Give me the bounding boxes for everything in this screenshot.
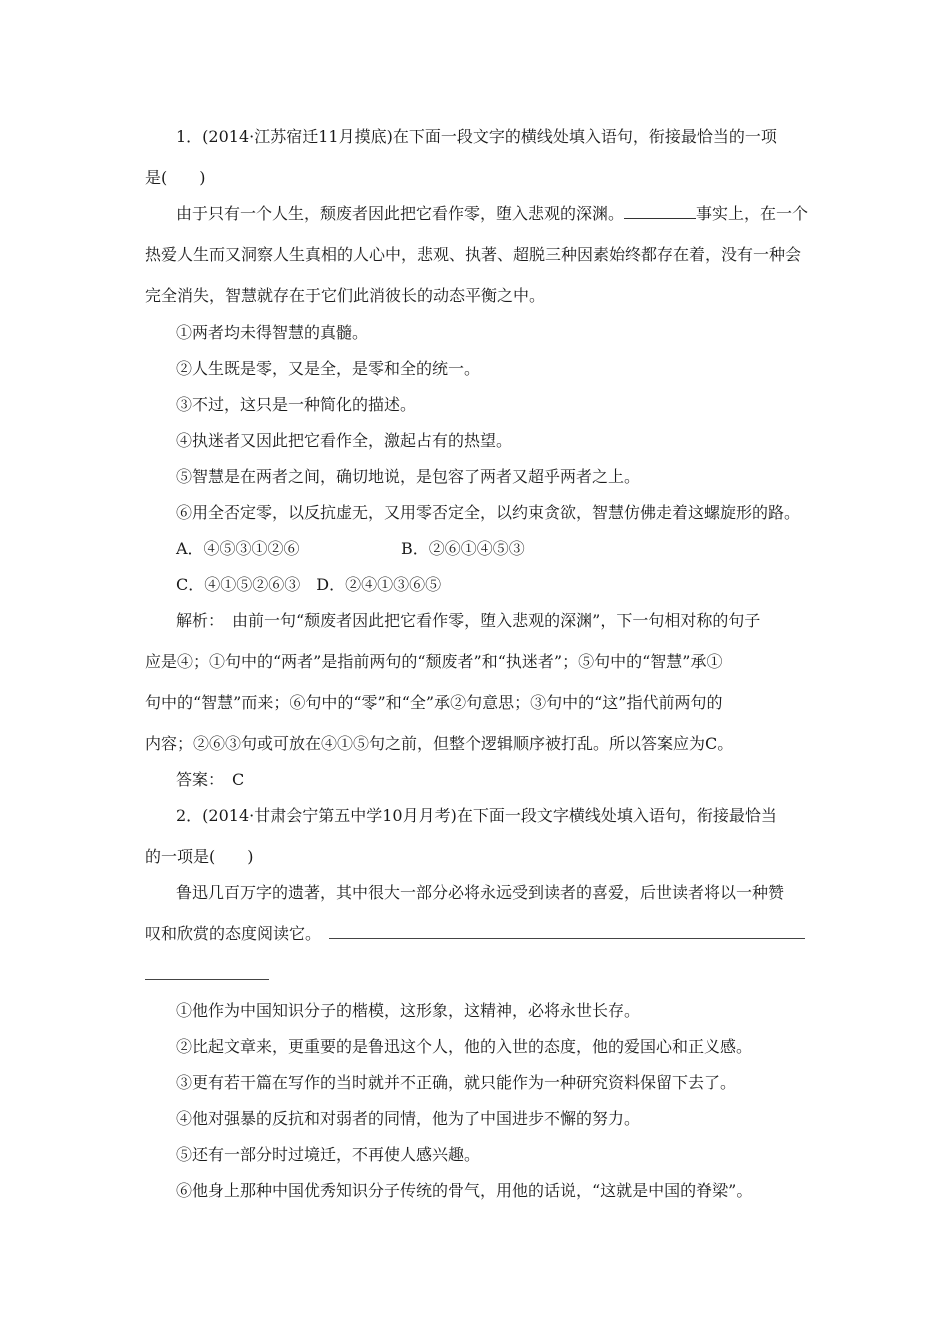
q1-passage-line1 [176, 204, 808, 224]
q2-passage-line2: 叹和欣赏的态度阅读它。 [145, 924, 322, 943]
q1-analysis-line2: 应是④；①句中的“两者”是指前两句的“颓废者”和“执迷者”；⑤句中的“智慧”承① [145, 652, 723, 671]
q1-option-2: ②人生既是零，又是全，是零和全的统一。 [176, 359, 481, 378]
q1-answer-blank [624, 218, 696, 219]
q1-choice-b: B．②⑥①④⑤③ [401, 539, 525, 558]
q2-option-2: ②比起文章来，更重要的是鲁迅这个人，他的入世的态度，他的爱国心和正义感。 [176, 1037, 753, 1056]
q2-option-1: ①他作为中国知识分子的楷模，这形象，这精神，必将永世长存。 [176, 1001, 641, 1020]
q1-passage-line3: 完全消失，智慧就存在于它们此消彼长的动态平衡之中。 [145, 286, 546, 305]
q1-choice-a: A．④⑤③①②⑥ [176, 539, 300, 558]
q2-option-5: ⑤还有一部分时过境迁，不再使人感兴趣。 [176, 1145, 481, 1164]
q1-analysis-line4: 内容；②⑥③句或可放在④①⑤句之前，但整个逻辑顺序被打乱。所以答案应为C。 [145, 734, 734, 753]
q2-answer-blank-line1 [329, 938, 805, 939]
q2-option-3: ③更有若干篇在写作的当时就并不正确，就只能作为一种研究资料保留下去了。 [176, 1073, 737, 1092]
q1-option-3: ③不过，这只是一种简化的描述。 [176, 395, 417, 414]
q1-passage-after-blank: 事实上，在一个 [696, 204, 809, 223]
q1-passage-line2: 热爱人生而又洞察人生真相的人心中，悲观、执著、超脱三种因素始终都存在着，没有一种会 [145, 245, 802, 264]
q1-option-1: ①两者均未得智慧的真髓。 [176, 323, 369, 342]
q2-passage-line1: 鲁迅几百万字的遗著，其中很大一部分必将永远受到读者的喜爱，后世读者将以一种赞 [176, 883, 785, 902]
q2-option-6: ⑥他身上那种中国优秀知识分子传统的骨气，用他的话说，“这就是中国的脊梁”。 [176, 1181, 753, 1200]
q1-analysis-line1: 解析： 由前一句“颓废者因此把它看作零，堕入悲观的深渊”，下一句相对称的句子 [176, 611, 761, 630]
q1-passage-before-blank: 由于只有一个人生，颓废者因此把它看作零，堕入悲观的深渊。 [176, 204, 625, 223]
q1-answer: 答案： C [176, 770, 245, 789]
q1-choice-c-d: C．④①⑤②⑥③ D．②④①③⑥⑤ [176, 575, 442, 594]
q2-stem-line2: 的一项是( ) [145, 847, 254, 866]
q1-option-5: ⑤智慧是在两者之间，确切地说，是包容了两者又超乎两者之上。 [176, 467, 641, 486]
q1-analysis-line3: 句中的“智慧”而来；⑥句中的“零”和“全”承②句意思；③句中的“这”指代前两句的 [145, 693, 723, 712]
q2-option-4: ④他对强暴的反抗和对弱者的同情，他为了中国进步不懈的努力。 [176, 1109, 641, 1128]
q2-answer-blank-line2 [145, 979, 269, 980]
q2-stem-line1: 2．(2014·甘肃会宁第五中学10月月考)在下面一段文字横线处填入语句，衔接最恰当 [176, 806, 777, 825]
q1-stem-line2: 是( ) [145, 168, 206, 187]
q1-stem-line1: 1．(2014·江苏宿迁11月摸底)在下面一段文字的横线处填入语句，衔接最恰当的一项 [176, 127, 777, 146]
q1-option-6: ⑥用全否定零，以反抗虚无，又用零否定全，以约束贪欲，智慧仿佛走着这螺旋形的路。 [176, 503, 801, 522]
q1-option-4: ④执迷者又因此把它看作全，激起占有的热望。 [176, 431, 513, 450]
